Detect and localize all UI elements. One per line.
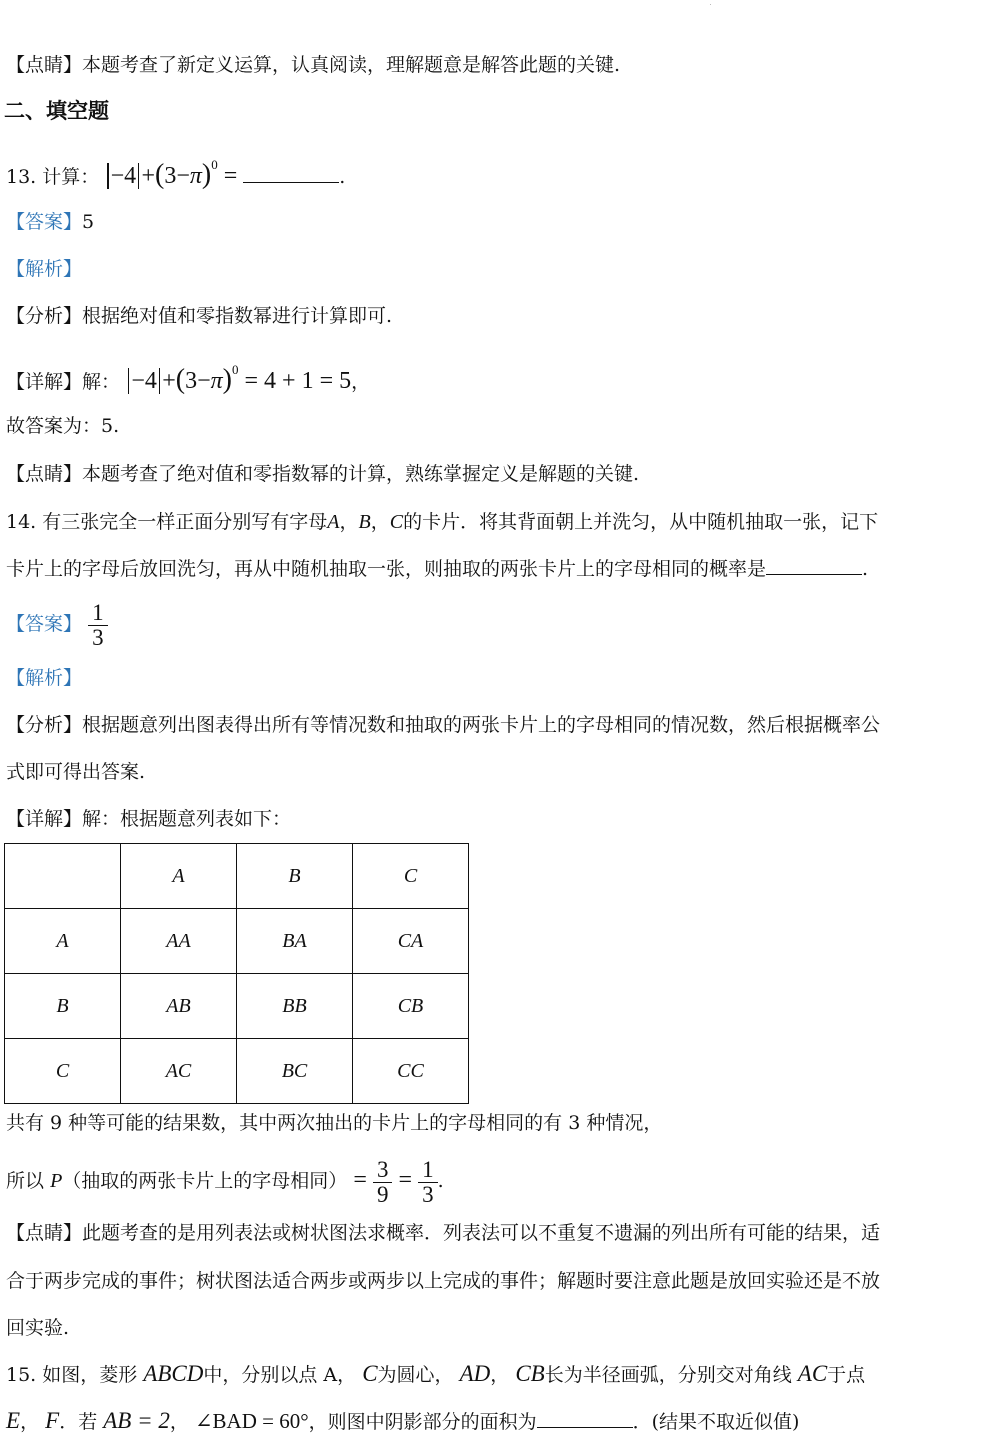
- letter-c: C: [389, 511, 404, 533]
- abs-bar-right: [138, 163, 139, 189]
- angle-bad: ∠BAD = 60°: [194, 1409, 309, 1433]
- fraction-numerator: 1: [88, 601, 108, 626]
- rhombus-abcd: ABCD: [143, 1361, 204, 1386]
- fraction-numerator: 3: [373, 1158, 393, 1183]
- detail-tag: 【详解】: [6, 371, 83, 393]
- point-e: E: [6, 1408, 21, 1433]
- table-row: [5, 909, 469, 974]
- sep: ，: [339, 511, 359, 533]
- fraction-1-3: [418, 1158, 438, 1207]
- q14-text-line2: 卡片上的字母后放回洗匀，再从中随机抽取一张，则抽取的两张卡片上的字母相同的概率是: [6, 558, 767, 580]
- fenxi-tag: 【分析】: [6, 305, 83, 327]
- ab-length: AB = 2: [103, 1408, 170, 1433]
- q14-dianjing-line2: 合于两步完成的事件；树状图法适合两步或两步以上完成的事件；解题时要注意此题是放回实验还是不放: [6, 1270, 881, 1292]
- pi-symbol: π: [210, 368, 223, 394]
- dianjing-text: 此题考查的是用列表法或树状图法求概率．列表法可以不重复不遗漏的列出所有可能的结果，适: [82, 1222, 881, 1244]
- q13-fenxi-line: [6, 303, 392, 329]
- table-cell: C: [5, 1039, 121, 1104]
- table-cell: BB: [237, 974, 353, 1039]
- q15-text-b: 中，分别以点 A，: [203, 1364, 357, 1386]
- equals-sign: =: [398, 1167, 413, 1193]
- minus-sign: −: [197, 368, 211, 394]
- detail-tag: 【详解】: [6, 808, 83, 830]
- prob-text: （抽取的两张卡片上的字母相同）: [62, 1170, 348, 1192]
- q13-answer-line: [6, 209, 94, 235]
- table-cell: B: [5, 974, 121, 1039]
- minus-sign: −: [176, 163, 190, 189]
- q13-answer: 5: [82, 211, 95, 233]
- q15-question-line2: [6, 1408, 799, 1435]
- intro-tag: 【点睛】: [6, 54, 83, 76]
- q14-probability-line: [6, 1152, 444, 1209]
- q15-text-d: 长为半径画弧，分别交对角线: [544, 1364, 792, 1386]
- letter-a: A: [327, 511, 340, 533]
- intro-line: [6, 52, 620, 78]
- abs-bar-left: [128, 368, 129, 394]
- outcome-table: [4, 843, 469, 1104]
- sep: ，: [169, 1411, 189, 1433]
- q14-analysis-tag: 【解析】: [6, 667, 83, 689]
- dianjing-text: 本题考查了绝对值和零指数幂的计算，熟练掌握定义是解题的关键.: [82, 463, 640, 485]
- abs-bar-right: [159, 368, 160, 394]
- q15-text-c: 为圆心，: [377, 1364, 454, 1386]
- paren-close: ): [222, 364, 232, 395]
- q15-text-f: ．若: [59, 1411, 98, 1433]
- paren-open: (: [155, 159, 165, 190]
- q14-dianjing-line1: [6, 1220, 880, 1246]
- table-row: [5, 974, 469, 1039]
- table-cell: A: [121, 844, 237, 909]
- table-cell: B: [237, 844, 353, 909]
- q14-question-line2: [6, 556, 868, 582]
- q15-text-h: ．(结果不取近似值): [632, 1411, 800, 1433]
- answer-tag: 【答案】: [6, 211, 83, 233]
- sep: ，: [370, 511, 390, 533]
- fenxi-tag: 【分析】: [6, 714, 83, 736]
- detail-result: = 4 + 1 = 5: [244, 368, 352, 394]
- q14-fenxi-line2: 式即可得出答案.: [6, 761, 146, 783]
- table-row: [5, 844, 469, 909]
- answer-fraction: [88, 601, 108, 650]
- prob-end: .: [437, 1170, 444, 1192]
- table-cell: A: [5, 909, 121, 974]
- q14-text-b: 的卡片．将其背面朝上并洗匀，从中随机抽取一张，记下: [403, 511, 879, 533]
- q14-line2-end: .: [862, 558, 869, 580]
- prob-p: P: [50, 1170, 63, 1192]
- sep: ，: [20, 1411, 40, 1433]
- q15-text-e: 于点: [827, 1364, 866, 1386]
- dianjing-tag: 【点睛】: [6, 1222, 83, 1244]
- table-cell: [5, 844, 121, 909]
- fraction-denominator: 3: [92, 624, 104, 650]
- answer-blank: [243, 164, 339, 183]
- sep: ，: [490, 1364, 510, 1386]
- segment-ad: AD: [459, 1361, 491, 1386]
- table-cell: BA: [237, 909, 353, 974]
- equals-sign: =: [353, 1167, 367, 1193]
- q13-question: [6, 152, 345, 190]
- fenxi-text: 根据题意列出图表得出所有等情况数和抽取的两张卡片上的字母相同的情况数，然后根据概率公: [82, 714, 881, 736]
- dianjing-tag: 【点睛】: [6, 463, 83, 485]
- fraction-numerator: 1: [418, 1158, 438, 1183]
- fraction-denominator: 3: [422, 1181, 434, 1207]
- point-f: F: [45, 1408, 60, 1433]
- table-cell: CA: [353, 909, 469, 974]
- table-cell: AB: [121, 974, 237, 1039]
- q15-text-a: 15. 如图，菱形: [6, 1364, 138, 1386]
- fraction-3-9: [373, 1158, 393, 1207]
- q15-question-line1: [6, 1361, 865, 1388]
- paren-close: ): [201, 159, 212, 190]
- table-cell: CB: [353, 974, 469, 1039]
- pi-symbol: π: [189, 163, 202, 189]
- abs-value: −4: [110, 163, 137, 189]
- table-cell: CC: [353, 1039, 469, 1104]
- plus-sign: +: [141, 163, 155, 189]
- letter-b: B: [358, 511, 371, 533]
- table-cell: AA: [121, 909, 237, 974]
- diagonal-ac: AC: [797, 1361, 828, 1386]
- q15-text-g: ，则图中阴影部分的面积为: [308, 1411, 537, 1433]
- answer-tag: 【答案】: [6, 613, 83, 635]
- table-row: [5, 1039, 469, 1104]
- detail-text: 解：根据题意列表如下：: [82, 808, 292, 830]
- exponent-zero: 0: [232, 362, 239, 377]
- q14-detail-line: [6, 806, 291, 832]
- q13-dianjing-line: [6, 461, 639, 487]
- expr-three: 3: [164, 163, 177, 189]
- q13-prefix: 13. 计算：: [6, 166, 100, 188]
- section-heading: 二、填空题: [4, 99, 109, 123]
- q14-fenxi-line1: [6, 712, 880, 738]
- abs-value: −4: [131, 368, 157, 394]
- q13-analysis-tag: 【解析】: [6, 258, 83, 280]
- q14-dianjing-line3: 回实验.: [6, 1317, 70, 1339]
- prob-prefix: 所以: [6, 1170, 45, 1192]
- q13-detail-line: [6, 357, 370, 395]
- abs-bar-left: [107, 163, 108, 189]
- fenxi-text: 根据绝对值和零指数幂进行计算即可.: [82, 305, 393, 327]
- answer-blank: [537, 1409, 633, 1428]
- detail-prefix: 解：: [82, 371, 121, 393]
- expr-three: 3: [185, 368, 198, 394]
- table-cell: C: [353, 844, 469, 909]
- equals-sign: =: [223, 163, 238, 189]
- q14-result-line: 共有 9 种等可能的结果数，其中两次抽出的卡片上的字母相同的有 3 种情况，: [6, 1112, 663, 1134]
- q14-question-line1: [6, 509, 878, 535]
- intro-text: 本题考查了新定义运算，认真阅读，理解题意是解答此题的关键.: [82, 54, 621, 76]
- q13-conclusion: 故答案为：5.: [6, 415, 120, 437]
- detail-end: ，: [351, 371, 371, 393]
- q14-answer-line: [6, 596, 108, 652]
- point-c: C: [362, 1361, 378, 1386]
- q14-text-a: 14. 有三张完全一样正面分别写有字母: [6, 511, 328, 533]
- scan-speck: [710, 4, 711, 5]
- table-cell: AC: [121, 1039, 237, 1104]
- segment-cb: CB: [515, 1361, 545, 1386]
- fraction-denominator: 9: [376, 1181, 389, 1207]
- q13-end: .: [339, 166, 346, 188]
- exponent-zero: 0: [211, 157, 218, 172]
- paren-open: (: [175, 364, 186, 395]
- plus-sign: +: [162, 368, 176, 394]
- table-cell: BC: [237, 1039, 353, 1104]
- answer-blank: [766, 556, 862, 575]
